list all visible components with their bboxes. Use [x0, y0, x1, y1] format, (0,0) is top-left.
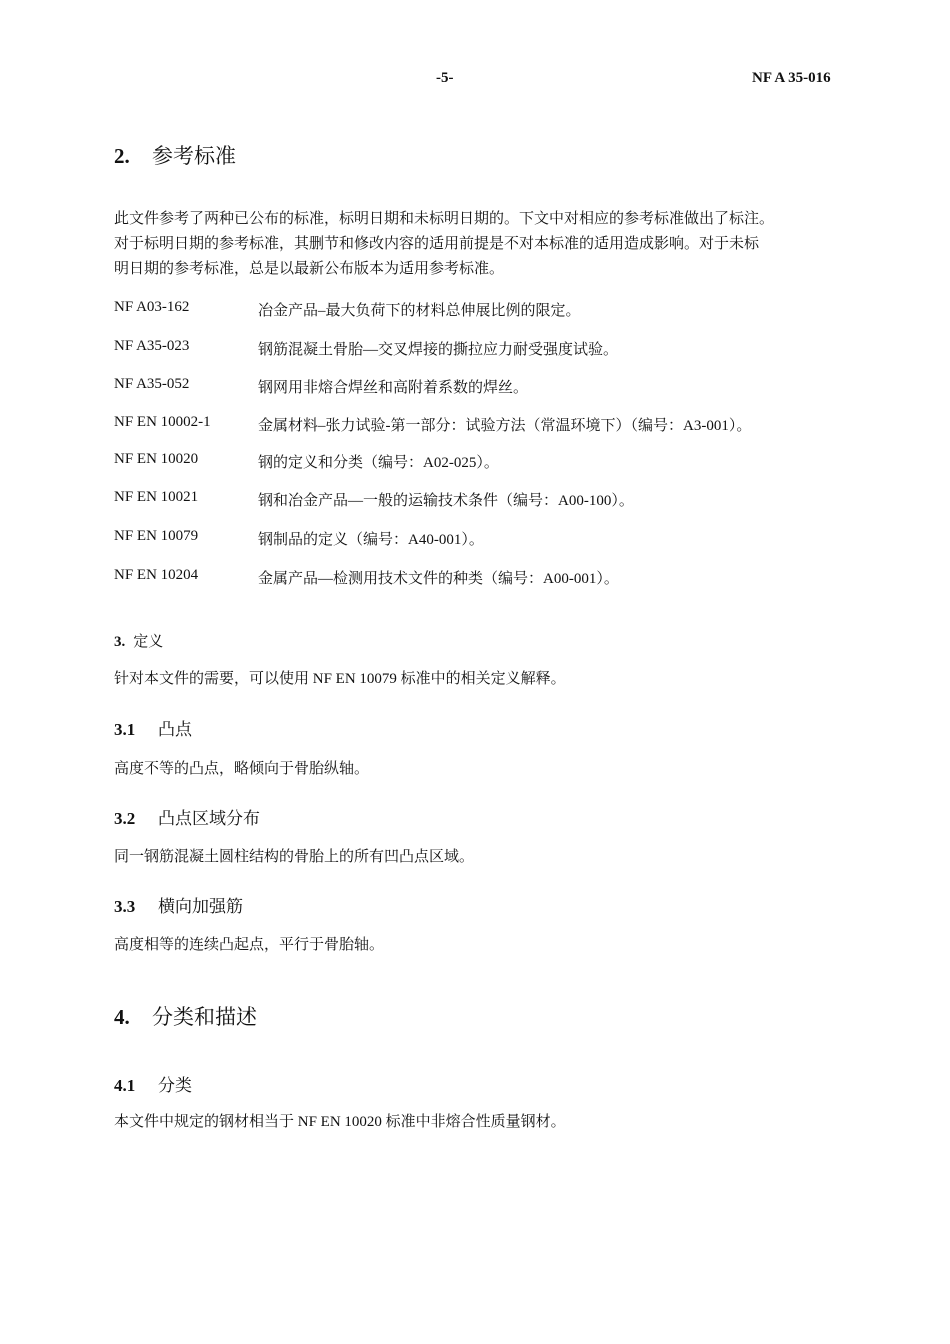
reference-item [114, 489, 634, 510]
subsection-3-3-heading [114, 892, 243, 917]
reference-code: NF EN 10079 [114, 528, 199, 544]
section-2-title: 参考标准 [152, 144, 236, 168]
section-2-intro [114, 207, 844, 282]
subsection-number: 4.1 [114, 1076, 136, 1095]
reference-code: NF A35-023 [114, 338, 190, 354]
intro-line: 明日期的参考标准，总是以最新公布版本为适用参考标准。 [114, 261, 505, 277]
reference-code: NF EN 10020 [114, 451, 199, 467]
subsection-title: 分类 [158, 1076, 192, 1095]
intro-line: 此文件参考了两种已公布的标准，标明日期和未标明日期的。下文中对相应的参考标准做出了标注。 [114, 211, 775, 227]
reference-code: NF A03-162 [114, 299, 190, 315]
subsection-4-1-text: 本文件中规定的钢材相当于 NF EN 10020 标准中非熔合性质量钢材。 [114, 1114, 566, 1130]
section-3-number: 3. [114, 634, 126, 650]
subsection-title: 凸点 [158, 720, 192, 739]
reference-desc: 钢筋混凝土骨胎—交叉焊接的撕拉应力耐受强度试验。 [258, 342, 619, 358]
subsection-title: 凸点区域分布 [158, 809, 260, 828]
reference-desc: 钢的定义和分类（编号：A02-025）。 [258, 455, 499, 471]
section-4-heading [114, 1001, 257, 1031]
reference-code: NF A35-052 [114, 376, 190, 392]
reference-desc: 钢制品的定义（编号：A40-001）。 [258, 532, 484, 548]
subsection-3-2-heading [114, 804, 260, 829]
reference-item [114, 414, 751, 435]
reference-desc: 金属材料–张力试验-第一部分：试验方法（常温环境下）（编号：A3-001）。 [258, 418, 752, 434]
reference-desc: 钢和冶金产品—一般的运输技术条件（编号：A00-100）。 [258, 493, 634, 509]
reference-desc: 钢网用非熔合焊丝和高附着系数的焊丝。 [258, 380, 529, 396]
subsection-3-1-heading [114, 715, 192, 740]
subsection-number: 3.2 [114, 809, 136, 828]
subsection-number: 3.1 [114, 720, 136, 739]
intro-line: 对于标明日期的参考标准，其删节和修改内容的适用前提是不对本标准的适用造成影响。对于未标 [114, 236, 760, 252]
reference-item [114, 451, 499, 472]
section-3-intro: 针对本文件的需要，可以使用 NF EN 10079 标准中的相关定义解释。 [114, 671, 566, 687]
section-2-heading [114, 140, 236, 170]
reference-desc: 冶金产品–最大负荷下的材料总伸展比例的限定。 [258, 303, 581, 319]
reference-desc: 金属产品—检测用技术文件的种类（编号：A00-001）。 [258, 571, 619, 587]
reference-item [114, 376, 528, 397]
subsection-3-3-text: 高度相等的连续凸起点，平行于骨胎轴。 [114, 937, 385, 953]
section-4-title: 分类和描述 [152, 1005, 257, 1029]
subsection-number: 3.3 [114, 897, 136, 916]
section-2-number: 2. [114, 144, 130, 168]
reference-code: NF EN 10204 [114, 567, 199, 583]
section-3-heading [114, 630, 163, 651]
reference-code: NF EN 10002-1 [114, 414, 211, 430]
reference-item [114, 338, 618, 359]
reference-item [114, 567, 619, 588]
reference-item [114, 528, 484, 549]
subsection-3-1-text: 高度不等的凸点，略倾向于骨胎纵轴。 [114, 761, 370, 777]
reference-item [114, 299, 581, 320]
subsection-3-2-text: 同一钢筋混凝土圆柱结构的骨胎上的所有凹凸点区域。 [114, 849, 475, 865]
section-3-title: 定义 [133, 634, 164, 650]
standard-id: NF A 35-016 [752, 70, 831, 86]
page-number: -5- [436, 70, 454, 86]
subsection-4-1-heading [114, 1071, 192, 1096]
section-4-number: 4. [114, 1005, 130, 1029]
subsection-title: 横向加强筋 [158, 897, 243, 916]
reference-code: NF EN 10021 [114, 489, 199, 505]
